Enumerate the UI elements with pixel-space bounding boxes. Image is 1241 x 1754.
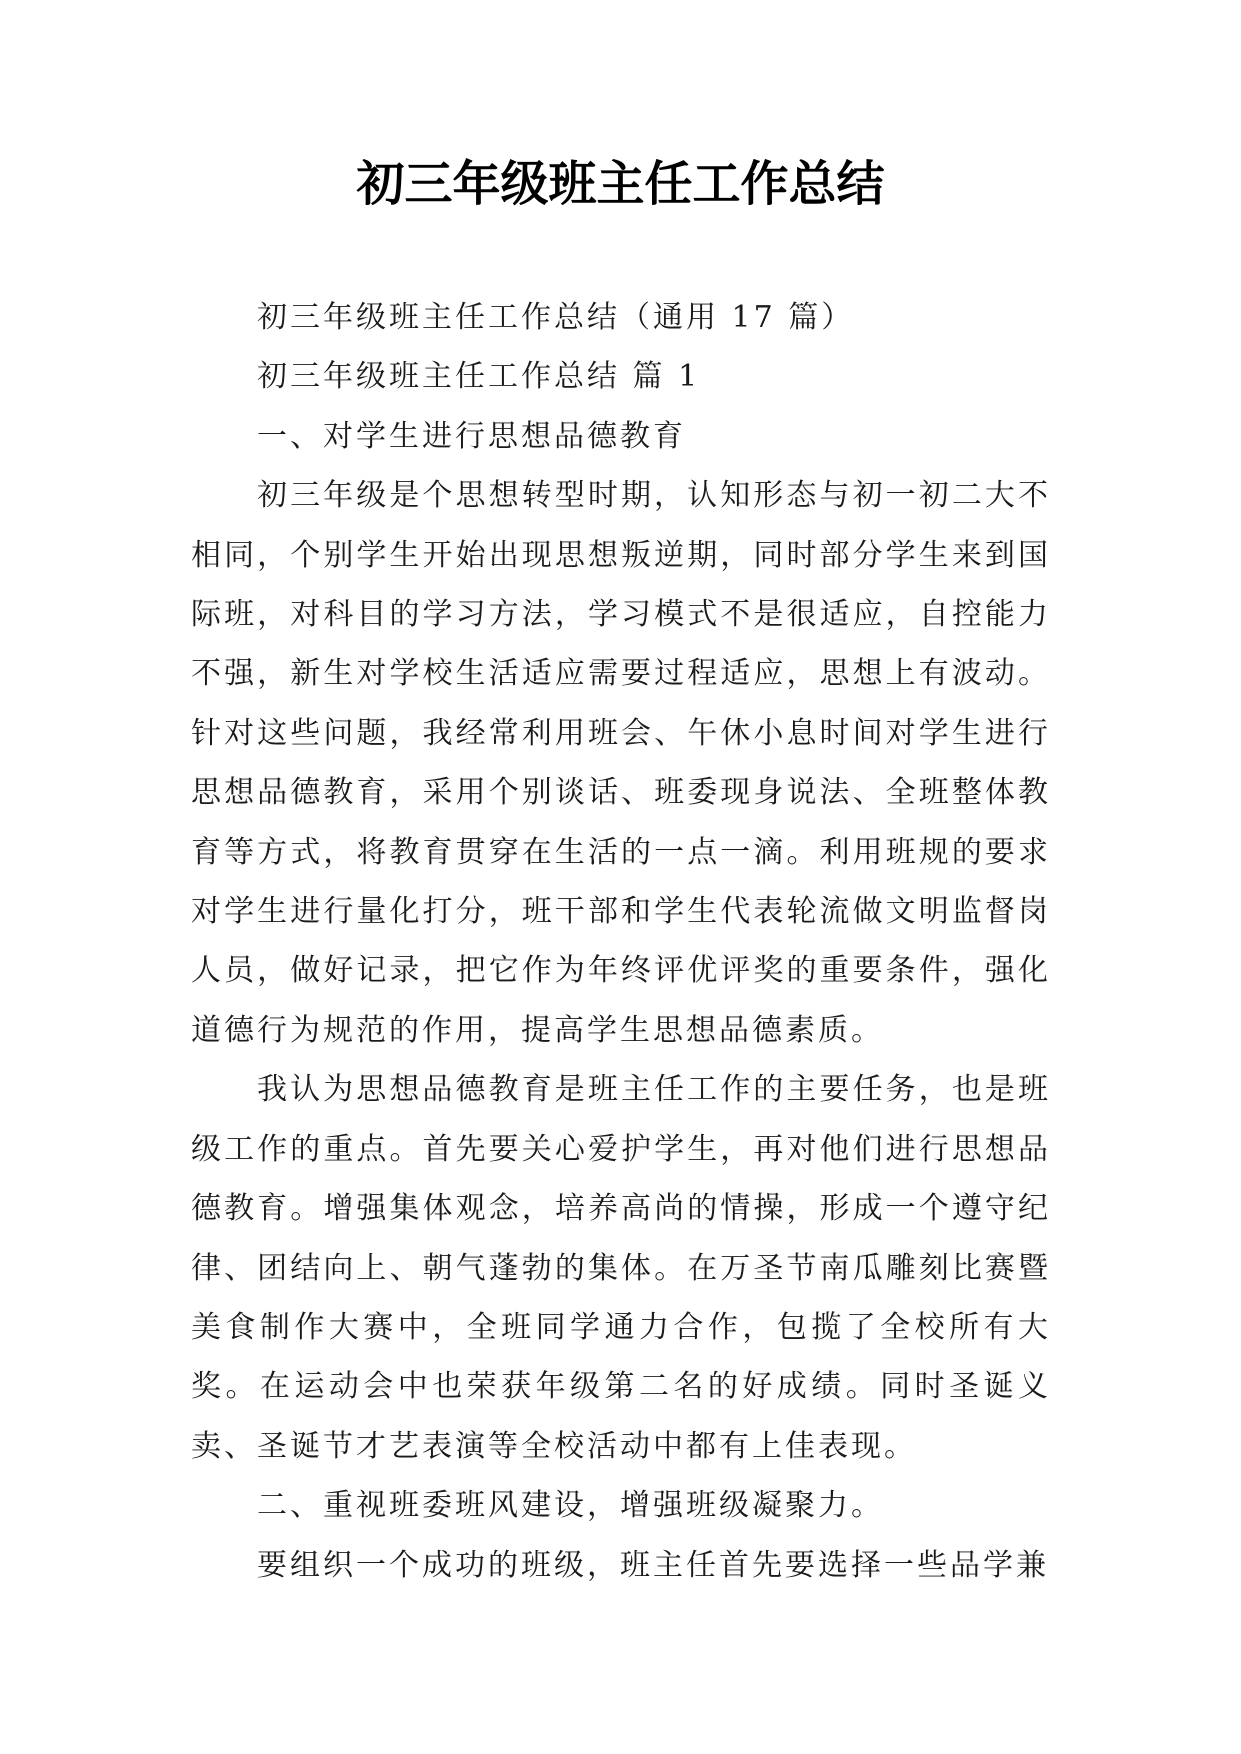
document-title: 初三年级班主任工作总结 xyxy=(356,156,885,212)
body-paragraph: 要组织一个成功的班级，班主任首先要选择一些品学兼 xyxy=(257,1547,1049,1583)
body-paragraph: 我认为思想品德教育是班主任工作的主要任务，也是班级工作的重点。首先要关心爱护学生，再对他们进行思想品德教育。增强集体观念，培养高尚的情操，形成一个遵守纪律、团结向上、朝气蓬勃的集体。在万圣节南瓜雕刻比赛暨美食制作大赛中，全班同学通力合作，包揽了全校所有大奖。在运动会中也荣获年级第二名的好成绩。同时圣诞义卖、圣诞节才艺表演等全校活动中都有上佳表现。 xyxy=(191,1072,1051,1464)
section-heading: 二、重视班委班风建设，增强班级凝聚力。 xyxy=(257,1488,884,1524)
section-heading: 一、对学生进行思想品德教育 xyxy=(257,418,686,454)
article-heading: 初三年级班主任工作总结 篇 1 xyxy=(257,359,701,395)
body-paragraph: 初三年级是个思想转型时期，认知形态与初一初二大不相同，个别学生开始出现思想叛逆期，同时部分学生来到国际班，对科目的学习方法，学习模式不是很适应，自控能力不强，新生对学校生活适应需要过程适应，思想上有波动。针对这些问题，我经常利用班会、午休小息时间对学生进行思想品德教育，采用个别谈话、班委现身说法、全班整体教育等方式，将教育贯穿在生活的一点一滴。利用班规的要求对学生进行量化打分，班干部和学生代表轮流做文明监督岗人员，做好记录，把它作为年终评优评奖的重要条件，强化道德行为规范的作用，提高学生思想品德素质。 xyxy=(191,478,1051,1048)
collection-heading: 初三年级班主任工作总结（通用 17 篇） xyxy=(257,300,855,335)
document-body xyxy=(191,288,1051,1595)
